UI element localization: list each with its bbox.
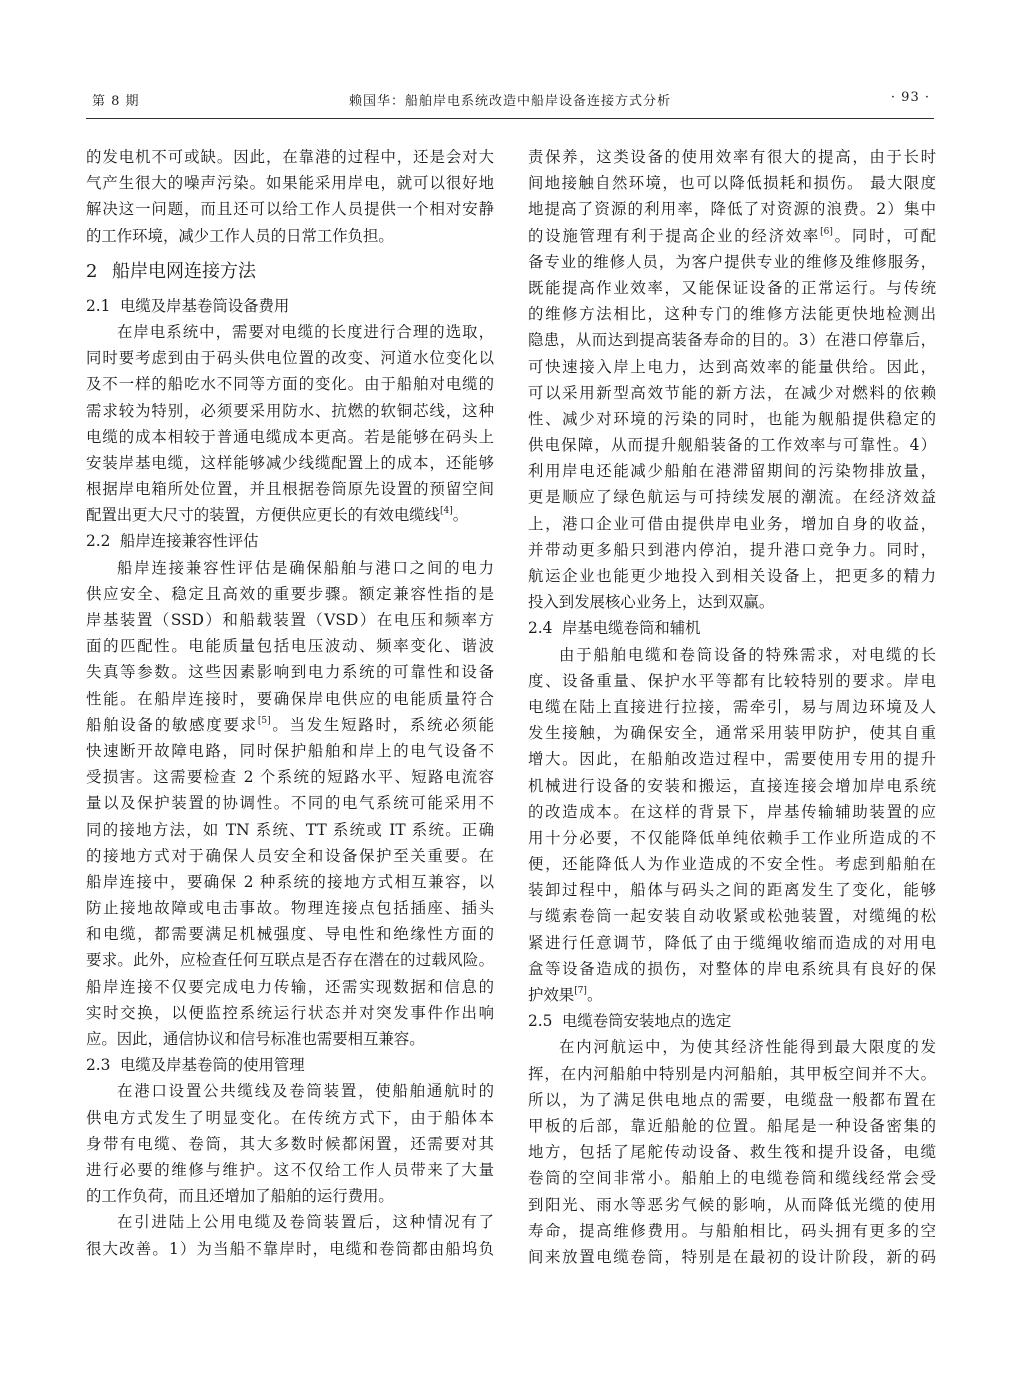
text-line: 度、设备重量、保护水平等都有比较特别的要求。岸电 xyxy=(528,671,936,690)
subsection-heading xyxy=(528,1008,936,1034)
text-line: 用十分必要，不仅能降低单纯依赖手工作业所造成的不 xyxy=(528,828,936,847)
text-line: 及不一样的船吃水不同等方面的变化。由于船舶对电缆的 xyxy=(86,375,494,394)
text-line: 同时要考虑到由于码头供电位置的改变、河道水位变化以 xyxy=(86,349,494,368)
text-line: 隐患，从而达到提高装备寿命的目的。3）在港口停靠后， xyxy=(528,331,936,350)
text-line: 责保养，这类设备的使用效率有很大的提高，由于长时 xyxy=(528,148,936,166)
text-line: 机械进行设备的安装和搬运，直接连接会增加岸电系统 xyxy=(528,776,936,795)
subsection-number: 2.2 xyxy=(86,532,111,551)
subsection-number: 2.3 xyxy=(86,1056,111,1075)
text-line: 和电缆，都需要满足机械强度、导电性和绝缘性方面的 xyxy=(86,925,494,944)
text-line: 盒等设备造成的损伤，对整体的岸电系统具有良好的保 xyxy=(528,959,936,978)
text-line: 到阳光、雨水等恶劣气候的影响，从而降低光缆的使用 xyxy=(528,1195,936,1214)
text-line: 量以及保护装置的协调性。不同的电气系统可能采用不 xyxy=(86,794,494,813)
text-line: 的维修方法相比，这种专门的维修方法能更快地检测出 xyxy=(528,305,936,324)
right-column xyxy=(528,144,936,1270)
section-number: 2 xyxy=(86,260,98,282)
text-line xyxy=(86,502,494,528)
text-line: 可以采用新型高效节能的新方法，在减少对燃料的依赖 xyxy=(528,383,936,402)
left-column xyxy=(86,144,494,1262)
text-line: 同的接地方法，如 TN 系统、TT 系统或 IT 系统。正确 xyxy=(86,820,494,839)
text-line: 电缆在陆上直接进行拉接，需牵引，易与周边环境及人 xyxy=(528,697,936,716)
text-line: 的工作环境，减少工作人员的日常工作负担。 xyxy=(86,226,394,245)
subsection-number: 2.4 xyxy=(528,619,553,638)
text-line: 由于船舶电缆和卷筒设备的特殊需求，对电缆的长 xyxy=(559,645,936,664)
text-line: 可快速接入岸上电力，达到高效率的能量供给。因此， xyxy=(528,357,936,376)
text-line: 在内河航运中，为使其经济性能得到最大限度的发 xyxy=(559,1038,936,1057)
text-line: 的接地方式对于确保人员安全和设备保护至关重要。在 xyxy=(86,846,494,865)
subsection-title: 船岸连接兼容性评估 xyxy=(120,532,259,551)
citation-mark: [7] xyxy=(574,986,587,996)
text-line: 紧进行任意调节，降低了由于缆绳收缩而造成的对用电 xyxy=(528,933,936,952)
text-span: 。当发生短路时，系统必须能 xyxy=(270,715,494,734)
text-line: 船岸连接中，要确保 2 种系统的接地方式相互兼容，以 xyxy=(86,872,494,891)
text-line: 在港口设置公共缆线及卷筒装置，使船舶通航时的 xyxy=(117,1082,494,1101)
text-line: 挥，在内河船舶中特别是内河船舶，其甲板空间并不大。 xyxy=(528,1064,936,1083)
subsection-number: 2.5 xyxy=(528,1012,553,1031)
text-line: 受损害。这需要检查 2 个系统的短路水平、短路电流容 xyxy=(86,768,494,787)
text-line: 更是顺应了绿色航运与可持续发展的潮流。在经济效益 xyxy=(528,488,936,507)
text-line: 电缆的成本相较于普通电缆成本更高。若是能够在码头上 xyxy=(86,427,494,446)
text-line: 身带有电缆、卷筒，其大多数时候都闲置，还需要对其 xyxy=(86,1134,494,1153)
subsection-title: 电缆及岸基卷筒设备费用 xyxy=(120,296,290,315)
text-line: 地提高了资源的利用率，降低了对资源的浪费。2）集中 xyxy=(528,200,936,219)
text-line: 间来放置电缆卷筒，特别是在最初的设计阶段，新的码 xyxy=(528,1247,936,1266)
text-line: 并带动更多船只到港内停泊，提升港口竞争力。同时， xyxy=(528,540,936,559)
text-line: 在岸电系统中，需要对电缆的长度进行合理的选取， xyxy=(117,322,494,341)
header-rule xyxy=(86,118,934,119)
text-line: 失真等参数。这些因素影响到电力系统的可靠性和设备 xyxy=(86,663,494,682)
text-line: 气产生很大的噪声污染。如果能采用岸电，就可以很好地 xyxy=(86,174,494,193)
citation-mark: [5] xyxy=(257,715,271,726)
text-line: 发生接触，为确保安全，通常采用装甲防护，使其自重 xyxy=(528,724,936,743)
text-line: 要求。此外，应检查任何互联点是否存在潜在的过载风险。 xyxy=(86,951,494,970)
text-line: 卷筒的空间非常小。船舶上的电缆卷筒和缆线经常会受 xyxy=(528,1169,936,1188)
text-span: 。同时，可配 xyxy=(832,226,936,245)
subsection-heading xyxy=(528,615,936,641)
text-line: 便，还能降低人为作业造成的不安全性。考虑到船舶在 xyxy=(528,855,936,874)
text-span: 船舶设备的敏感度要求 xyxy=(86,715,258,734)
text-line: 性、减少对环境的污染的同时，也能为舰船提供稳定的 xyxy=(528,409,936,428)
text-line: 岸基装置（SSD）和船载装置（VSD）在电压和频率方 xyxy=(86,611,494,629)
running-header xyxy=(86,84,934,108)
citation-mark: [4] xyxy=(440,506,453,517)
text-line: 船岸连接兼容性评估是确保船舶与港口之间的电力 xyxy=(117,558,494,577)
subsection-title: 电缆卷筒安装地点的选定 xyxy=(562,1012,732,1031)
text-line: 甲板的后部，靠近船舱的位置。船尾是一种设备密集的 xyxy=(528,1116,936,1135)
text-line xyxy=(528,223,936,249)
subsection-title: 岸基电缆卷筒和辅机 xyxy=(562,619,701,638)
text-line: 的改造成本。在这样的背景下，岸基传输辅助装置的应 xyxy=(528,802,936,821)
text-line: 所以，为了满足供电地点的需要，电缆盘一般都布置在 xyxy=(528,1090,936,1109)
text-line xyxy=(86,712,494,738)
text-line: 面的匹配性。电能质量包括电压波动、频率变化、谐波 xyxy=(86,637,494,656)
text-line: 解决这一问题，而且还可以给工作人员提供一个相对安静 xyxy=(86,200,494,219)
text-line: 实时交换，以便监控系统运行状态并对突发事件作出响 xyxy=(86,1003,494,1022)
text-line: 与缆索卷筒一起安装自动收紧或松弛装置，对缆绳的松 xyxy=(528,907,936,926)
text-line: 性能。在船岸连接时，要确保岸电供应的电能质量符合 xyxy=(86,689,494,708)
page-number: · 93 · xyxy=(890,90,930,105)
issue-number: 第 8 期 xyxy=(92,94,140,109)
section-heading xyxy=(86,252,494,292)
text-span: 配置出更大尺寸的装置，方便供应更长的有效电缆线 xyxy=(86,506,440,525)
text-line: 备专业的维修人员，为客户提供专业的维修及维修服务， xyxy=(528,252,936,271)
text-line: 供电方式发生了明显变化。在传统方式下，由于船体本 xyxy=(86,1108,494,1127)
text-line: 寿命，提高维修费用。与船舶相比，码头拥有更多的空 xyxy=(528,1221,936,1240)
subsection-heading xyxy=(86,293,494,319)
text-span: 。 xyxy=(586,986,603,1004)
text-line: 根据岸电箱所处位置，并且根据卷筒原先设置的预留空间 xyxy=(86,480,494,499)
text-line: 船岸连接不仅要完成电力传输，还需实现数据和信息的 xyxy=(86,977,494,996)
text-line: 既能提高作业效率，又能保证设备的正常运行。与传统 xyxy=(528,278,936,297)
text-line: 很大改善。1）为当船不靠岸时，电缆和卷筒都由船坞负 xyxy=(86,1239,494,1258)
section-title: 船岸电网连接方法 xyxy=(112,260,256,282)
text-span: 护效果 xyxy=(528,986,575,1004)
text-line: 供应安全、稳定且高效的重要步骤。额定兼容性指的是 xyxy=(86,584,494,603)
text-span: 的设施管理有利于提高企业的经济效率 xyxy=(528,226,821,245)
text-span: 。 xyxy=(452,506,469,525)
text-line xyxy=(528,982,936,1008)
text-line: 需求较为特别，必须要采用防水、抗燃的软铜芯线，这种 xyxy=(86,401,494,420)
text-line: 装卸过程中，船体与码头之间的距离发生了变化，能够 xyxy=(528,881,936,900)
text-line: 的发电机不可或缺。因此，在靠港的过程中，还是会对大 xyxy=(86,148,494,166)
text-line: 供电保障，从而提升舰船装备的工作效率与可靠性。4） xyxy=(528,436,936,455)
subsection-number: 2.1 xyxy=(86,296,111,315)
text-line: 安装岸基电缆，这样能够减少线缆配置上的成本，还能够 xyxy=(86,453,494,472)
text-line: 航运企业也能更少地投入到相关设备上，把更多的精力 xyxy=(528,567,936,585)
text-line: 在引进陆上公用电缆及卷筒装置后，这种情况有了 xyxy=(117,1213,494,1232)
text-line: 投入到发展核心业务上，达到双赢。 xyxy=(528,593,775,612)
text-line: 增大。因此，在船舶改造过程中，需要使用专用的提升 xyxy=(528,750,936,769)
citation-mark: [6] xyxy=(820,226,833,237)
running-title: 赖国华：船舶岸电系统改造中船岸设备连接方式分析 xyxy=(348,94,671,109)
text-line: 地方，包括了尾舵传动设备、救生筏和提升设备，电缆 xyxy=(528,1143,936,1162)
text-line: 上，港口企业可借由提供岸电业务，增加自身的收益， xyxy=(528,514,936,533)
text-line: 应。因此，通信协议和信号标准也需要相互兼容。 xyxy=(86,1030,425,1048)
subsection-heading xyxy=(86,528,494,554)
text-line: 间地接触自然环境，也可以降低损耗和损伤。 最大限度 xyxy=(528,174,936,193)
text-line: 快速断开故障电路，同时保护船舶和岸上的电气设备不 xyxy=(86,741,494,760)
text-line: 利用岸电还能减少船舶在港滞留期间的污染物排放量， xyxy=(528,462,936,481)
text-line: 的工作负荷，而且还增加了船舶的运行费用。 xyxy=(86,1187,394,1206)
subsection-title: 电缆及岸基卷筒的使用管理 xyxy=(120,1056,305,1075)
text-line: 防止接地故障或电击事故。物理连接点包括插座、插头 xyxy=(86,899,494,918)
subsection-heading xyxy=(86,1052,494,1078)
text-line: 进行必要的维修与维护。这不仅给工作人员带来了大量 xyxy=(86,1160,494,1179)
